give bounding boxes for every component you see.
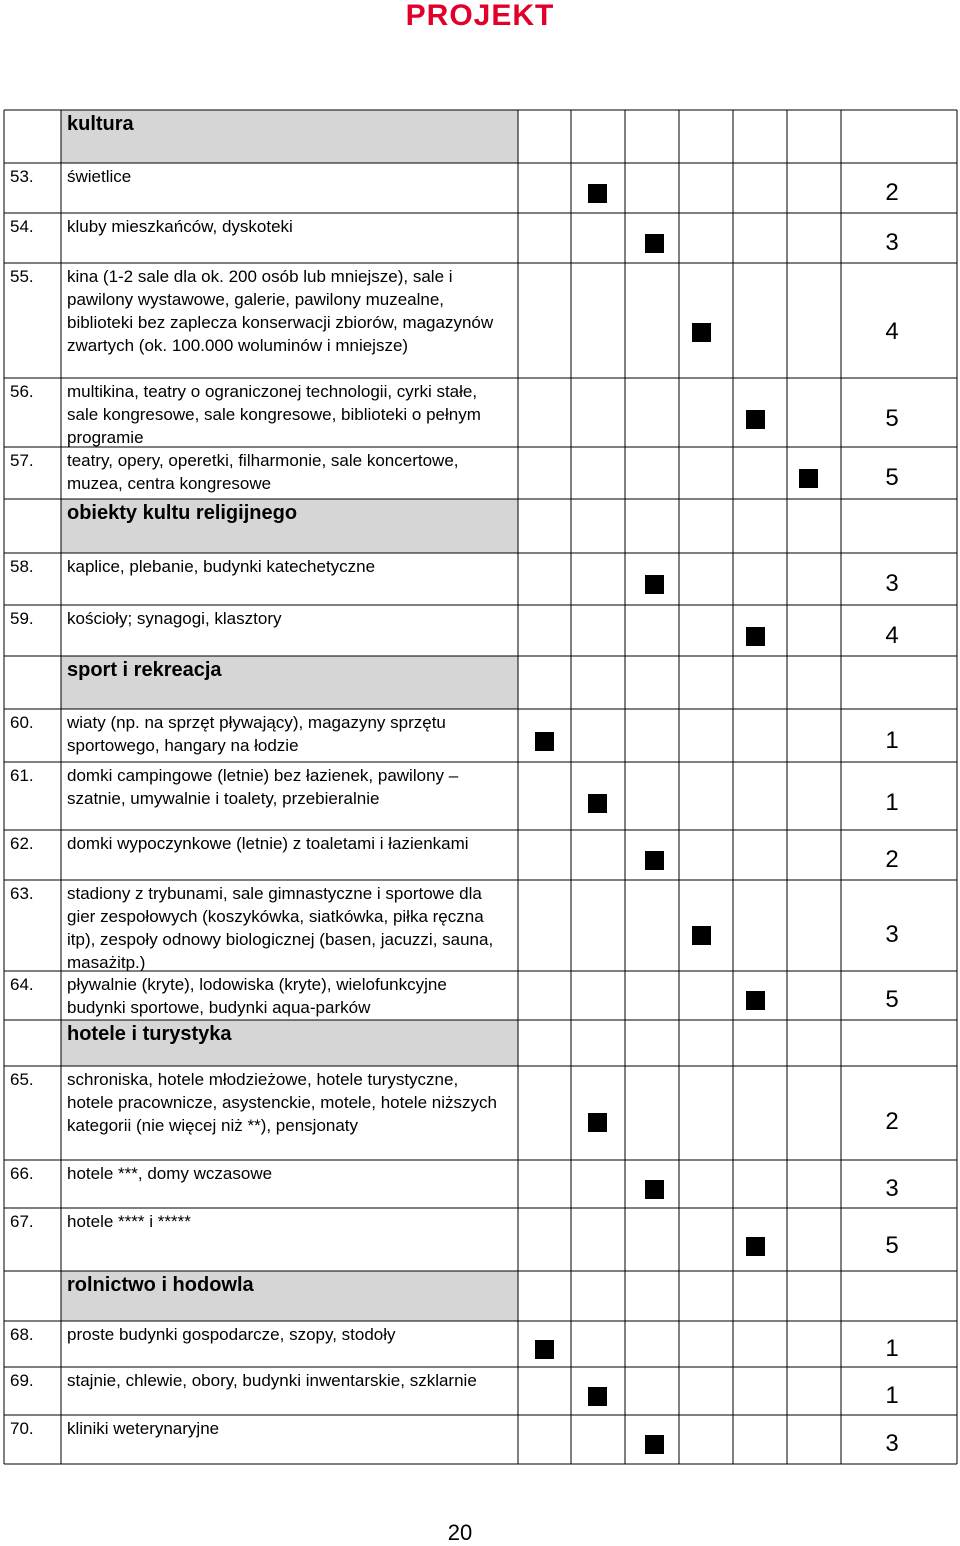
- category-marker: [588, 1387, 607, 1406]
- item-number: 53.: [10, 167, 34, 186]
- item-number: 64.: [10, 975, 34, 994]
- item-number: 54.: [10, 217, 34, 236]
- category-marker: [746, 627, 765, 646]
- category-score: 3: [885, 1175, 899, 1202]
- section-heading: obiekty kultu religijnego: [67, 502, 298, 524]
- item-description: wiaty (np. na sprzęt pływający), magazyny sprzętu sportowego, hangary na łodzie: [67, 713, 446, 755]
- item-description: proste budynki gospodarcze, szopy, stodoły: [67, 1325, 396, 1344]
- category-marker: [746, 410, 765, 429]
- item-description: hotele ***, domy wczasowe: [67, 1164, 273, 1183]
- category-score: 1: [885, 1335, 899, 1362]
- item-description: domki campingowe (letnie) bez łazienek, pawilony – szatnie, umywalnie i toalety, przebieralnie: [67, 766, 459, 808]
- page-number: 20: [447, 1520, 473, 1545]
- category-score: 2: [885, 1108, 899, 1135]
- item-description: stadiony z trybunami, sale gimnastyczne i sportowe dla gier zespołowych (koszykówka, siatkówka, piłka ręczna itp), zespoły odnowy biologicznej (basen, jacuzzi, sauna, masażitp.): [67, 884, 494, 972]
- category-marker: [645, 575, 664, 594]
- item-number: 69.: [10, 1371, 34, 1390]
- section-heading: sport i rekreacja: [67, 659, 222, 681]
- item-description: hotele **** i *****: [67, 1212, 191, 1231]
- item-description: pływalnie (kryte), lodowiska (kryte), wielofunkcyjne budynki sportowe, budynki aqua-parków: [67, 975, 447, 1017]
- item-number: 62.: [10, 834, 34, 853]
- item-description: domki wypoczynkowe (letnie) z toaletami i łazienkami: [67, 834, 469, 853]
- item-number: 66.: [10, 1164, 34, 1183]
- category-marker: [588, 794, 607, 813]
- category-score: 2: [885, 846, 899, 873]
- category-score: 3: [885, 229, 899, 256]
- item-number: 70.: [10, 1419, 34, 1438]
- category-score: 2: [885, 179, 899, 206]
- category-score: 4: [885, 318, 899, 345]
- item-description: kluby mieszkańców, dyskoteki: [67, 217, 293, 236]
- category-marker: [645, 851, 664, 870]
- category-score: 1: [885, 727, 899, 754]
- category-score: 1: [885, 789, 899, 816]
- category-marker: [746, 991, 765, 1010]
- item-number: 57.: [10, 451, 34, 470]
- item-number: 61.: [10, 766, 34, 785]
- category-marker: [746, 1237, 765, 1256]
- item-number: 59.: [10, 609, 34, 628]
- item-description: świetlice: [67, 167, 132, 186]
- category-marker: [799, 469, 818, 488]
- category-marker: [645, 234, 664, 253]
- category-score: 1: [885, 1382, 899, 1409]
- item-number: 65.: [10, 1070, 34, 1089]
- category-marker: [692, 323, 711, 342]
- item-description: multikina, teatry o ograniczonej technologii, cyrki stałe, sale kongresowe, sale kongresowe, biblioteki o pełnym programie: [67, 382, 481, 447]
- section-heading: kultura: [67, 113, 134, 135]
- item-description: kina (1-2 sale dla ok. 200 osób lub mniejsze), sale i pawilony wystawowe, galerie, pawilony muzealne, biblioteki bez zaplecza konserwacji zbiorów, magazynów zwartych (ok. 100.000 woluminów i mniejsze): [67, 267, 494, 355]
- section-heading: hotele i turystyka: [67, 1023, 232, 1045]
- item-description: schroniska, hotele młodzieżowe, hotele turystyczne, hotele pracownicze, asystenckie, motele, hotele niższych kategorii (nie więcej niż **), pensjonaty: [67, 1070, 497, 1135]
- item-number: 63.: [10, 884, 34, 903]
- category-score: 4: [885, 622, 899, 649]
- item-description: kliniki weterynaryjne: [67, 1419, 220, 1438]
- category-score: 3: [885, 570, 899, 597]
- category-marker: [645, 1180, 664, 1199]
- item-number: 58.: [10, 557, 34, 576]
- category-marker: [692, 926, 711, 945]
- item-number: 60.: [10, 713, 34, 732]
- item-number: 55.: [10, 267, 34, 286]
- category-score: 5: [885, 464, 899, 491]
- category-score: 5: [885, 405, 899, 432]
- category-marker: [535, 1340, 554, 1359]
- category-score: 3: [885, 1430, 899, 1457]
- item-number: 56.: [10, 382, 34, 401]
- section-heading: rolnictwo i hodowla: [67, 1274, 254, 1296]
- item-number: 68.: [10, 1325, 34, 1344]
- item-description: teatry, opery, operetki, filharmonie, sale koncertowe, muzea, centra kongresowe: [67, 451, 459, 493]
- category-score: 5: [885, 1232, 899, 1259]
- category-marker: [645, 1435, 664, 1454]
- category-marker: [588, 184, 607, 203]
- item-description: kościoły; synagogi, klasztory: [67, 609, 282, 628]
- category-marker: [535, 732, 554, 751]
- item-number: 67.: [10, 1212, 34, 1231]
- category-score: 3: [885, 921, 899, 948]
- category-score: 5: [885, 986, 899, 1013]
- category-marker: [588, 1113, 607, 1132]
- item-description: stajnie, chlewie, obory, budynki inwentarskie, szklarnie: [67, 1371, 477, 1390]
- item-description: kaplice, plebanie, budynki katechetyczne: [67, 557, 376, 576]
- document-header: PROJEKT: [405, 0, 555, 32]
